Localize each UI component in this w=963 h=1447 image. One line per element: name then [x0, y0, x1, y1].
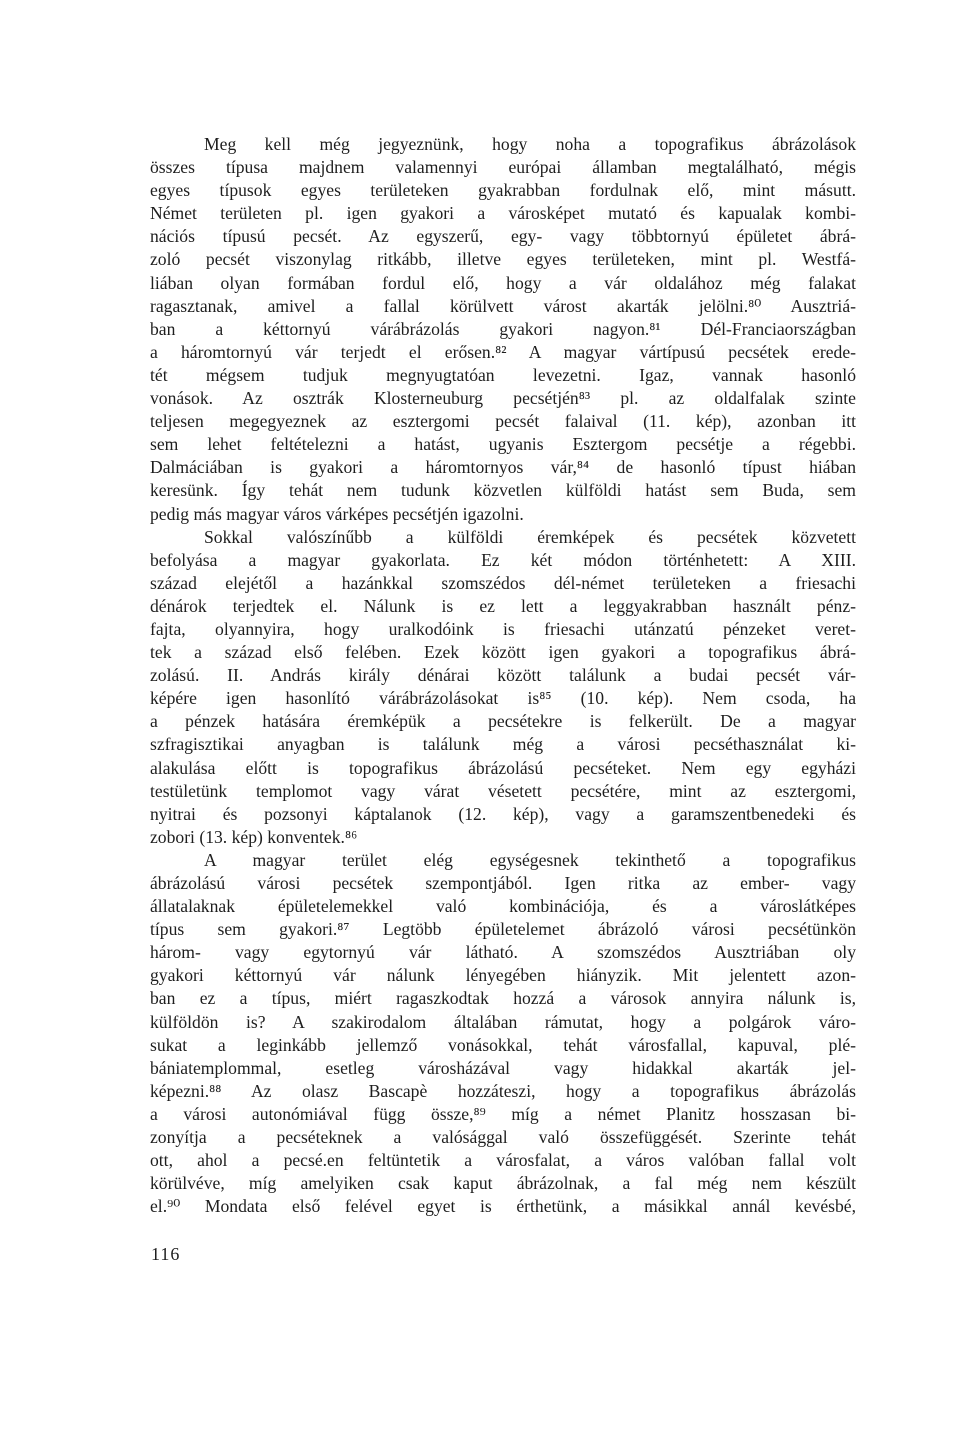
text-line: ott, ahol a pecsé.en feltüntetik a városfalat, a város valóban fallal volt — [150, 1150, 856, 1171]
text-line: típus sem gyakori.⁸⁷ Legtöbb épületelemet ábrázoló városi pecsétünkön — [150, 919, 856, 940]
page-number: 116 — [151, 1244, 181, 1264]
text-line: ábrázolású városi pecsétek szempontjából. Igen ritka az ember- vagy — [150, 873, 856, 893]
text-line: vonások. Az osztrák Klosterneuburg pecsétjén⁸³ pl. az oldalfalak szinte — [150, 388, 856, 409]
text-line: zonyítja a pecséteknek a valósággal való összefüggését. Szerinte tehát — [150, 1127, 856, 1148]
text-line: összes típusa majdnem valamennyi európai államban megtalálható, mégis — [150, 157, 856, 178]
text-line: század elejétől a hazánkkal szomszédos dél-német területeken a friesachi — [150, 572, 856, 593]
text-line: pedig más magyar város várképes pecsétjén igazolni. — [150, 503, 524, 524]
text-line: tét mégsem tudjuk megnyugtatóan levezetni. Igaz, vannak hasonló — [150, 364, 856, 385]
text-line: gyakori kéttornyú vár nálunk lényegében hiányzik. Mit jelentett azon- — [150, 965, 856, 986]
text-line: a pénzek hatására éremképük a pecsétekre is felkerült. De a magyar — [150, 711, 856, 732]
text-line: ban ez a típus, miért ragaszkodtak hozzá a városok annyira nálunk is, — [150, 988, 856, 1009]
text-line: külföldön is? A szakirodalom általában rámutat, hogy a polgárok váro- — [150, 1011, 856, 1032]
text-line: Német területen pl. igen gyakori a városképet mutató és kapualak kombi- — [150, 203, 856, 224]
text-line: állatalaknak épületelemekkel való kombinációja, és a városlátképes — [150, 896, 856, 917]
text-line: képezni.⁸⁸ Az olasz Bascapè hozzáteszi, hogy a topografikus ábrázolás — [150, 1080, 856, 1101]
text-line: testületünk templomot vagy várat vésetett pecsétére, mint az esztergomi, — [150, 780, 856, 801]
text-line: nációs típusú pecsét. Az egyszerű, egy- vagy többtornyú épületet ábrá- — [150, 226, 856, 247]
text-line: el.⁹⁰ Mondata első felével egyet is érthetünk, a másikkal annál kevésbé, — [150, 1196, 856, 1217]
text-line: tek a század első felében. Ezek között igen gyakori a topografikus ábrá- — [150, 642, 856, 663]
text-line: a háromtornyú vár terjedt el erősen.⁸² A magyar vártípusú pecsétek erede- — [150, 341, 856, 362]
text-line: zolású. II. András király dénárai között találunk a budai pecsét vár- — [150, 665, 856, 686]
text-line: fajta, olyannyira, hogy uralkodóink is friesachi utánzatú pénzeket veret- — [150, 618, 856, 639]
text-line: Meg kell még jegyeznünk, hogy noha a topografikus ábrázolások — [204, 134, 856, 154]
text-line: A magyar terület elég egységesnek tekinthető a topografikus — [204, 849, 856, 870]
text-line: zoló pecsét viszonylag ritkább, illetve egyes területeken, mint pl. Westfá- — [150, 249, 856, 270]
text-line: képére igen hasonlító várábrázolásokat is⁸⁵ (10. kép). Nem csoda, ha — [150, 688, 856, 709]
text-line: bániatemplommal, esetleg városházával vagy hidakkal akarták jel- — [150, 1057, 856, 1078]
text-line: zobori (13. kép) konventek.⁸⁶ — [150, 826, 358, 847]
text-line: a városi autonómiával függ össze,⁸⁹ míg a német Planitz hosszasan bi- — [150, 1103, 856, 1124]
text-line: egyes típusok egyes területeken gyakrabban fordulnak elő, mint másutt. — [150, 180, 856, 201]
text-line: sem lehet feltételezni a hatást, ugyanis Esztergom pecsétje a régebbi. — [150, 434, 856, 455]
text-line: ban a kéttornyú várábrázolás gyakori nagyon.⁸¹ Dél-Franciaországban — [150, 318, 856, 339]
text-line: körülvéve, míg amelyiken csak kaput ábrázolnak, a fal még nem készült — [150, 1173, 856, 1194]
text-line: sukat a leginkább jellemző vonásokkal, tehát városfallal, kapuval, plé- — [150, 1034, 856, 1055]
text-line: Sokkal valószínűbb a külföldi éremképek és pecsétek közvetett — [204, 526, 856, 547]
text-line: szfragisztikai anyagban is találunk még a városi pecséthasználat ki- — [150, 734, 856, 755]
text-line: Dalmáciában is gyakori a háromtornyos vár,⁸⁴ de hasonló típust hiában — [150, 457, 856, 478]
text-line: három- vagy egytornyú vár látható. A szomszédos Ausztriában oly — [150, 942, 856, 963]
text-line: befolyása a magyar gyakorlata. Ez két módon történhetett: A XIII. — [150, 549, 856, 570]
text-line: ragasztanak, amivel a fallal körülvett várost akarták jelölni.⁸⁰ Ausztriá- — [150, 295, 856, 316]
text-line: teljesen megegyeznek az esztergomi pecsét falaival (11. kép), azonban itt — [150, 411, 856, 432]
text-line: nyitrai és pozsonyi káptalanok (12. kép), vagy a garamszentbenedeki és — [150, 803, 856, 824]
text-line: dénárok terjedtek el. Nálunk is ez lett a leggyakrabban használt pénz- — [150, 595, 856, 616]
body-text — [150, 133, 856, 1218]
text-line: alakulása előtt is topografikus ábrázolású pecséteket. Nem egy egyházi — [150, 757, 856, 778]
text-line: keresünk. Így tehát nem tudunk közvetlen külföldi hatást sem Buda, sem — [150, 480, 856, 501]
text-line: liában olyan formában fordul elő, hogy a vár oldalához még falakat — [150, 272, 856, 293]
